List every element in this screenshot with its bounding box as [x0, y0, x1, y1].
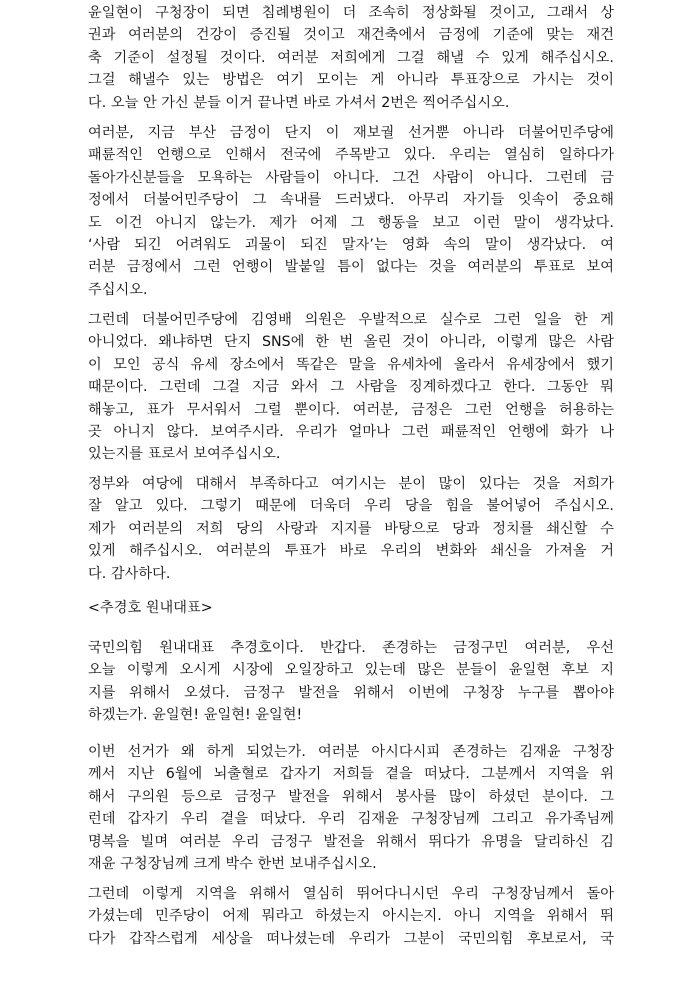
text-line: 이번 선거가 왜 하게 되었는가. 여러분 아시다시피 존경하는 김재윤 구청장 [88, 744, 614, 760]
text-line: 있게 해주십시오. 여러분의 투표가 바로 우리의 변화와 쇄신을 가져올 거 [88, 543, 614, 560]
text-line: 그런데 이렇게 지역을 위해서 열심히 뛰어다니시던 우리 구청장님께서 돌아 [88, 886, 614, 902]
text-line: 윤일현이 구청장이 되면 침례병원이 더 조속히 정상화될 것이고, 그래서 상 [88, 5, 614, 21]
paragraph-2 [88, 122, 614, 301]
text-line: 돌아가신분들을 모욕하는 사람들이 아니다. 그건 사람이 아니다. 그런데 금 [88, 169, 614, 186]
paragraph-3 [88, 309, 614, 466]
text-line: 제가 여러분의 저희 당의 사랑과 지지를 바탕으로 당과 정치를 쇄신할 수 [88, 520, 614, 537]
text-line: 그런데 더불어민주당에 김영배 의원은 우발적으로 실수로 그런 일을 한 게 [88, 312, 614, 328]
text-line: 정에서 더불어민주당이 그 속내를 드러냈다. 아무리 자기들 잇속이 중요해 [88, 192, 614, 209]
text-line: 축 기준이 설정될 것이다. 여러분 저희에게 그걸 해낼 수 있게 해주십시오. [88, 49, 614, 66]
text-line: 잘 알고 있다. 그렇기 때문에 더욱더 우리 당을 힘을 불어넣어 주십시오. [88, 498, 614, 515]
text-line: 재윤 구청장님께 크게 박수 한번 보내주십시오. [88, 856, 377, 873]
text-line: 있는지를 표로서 보여주십시오. [88, 446, 281, 463]
text-line: 해서 구의원 등으로 금정구 발전을 위해서 봉사를 많이 하셨던 분이다. 그 [88, 788, 614, 805]
paragraph-7 [88, 883, 614, 950]
text-line: 정부와 여당에 대해서 부족하다고 여기시는 분이 많이 있다는 것을 저희가 [88, 476, 614, 492]
text-line: 다. 감사하다. [88, 565, 171, 582]
text-line: 권과 여러분의 건강이 증진될 것이고 재건축에서 금정에 기준에 맞는 재건 [88, 27, 614, 44]
text-line: 도 이건 아니지 않는가. 제가 어제 그 행동을 보고 이런 말이 생각났다. [88, 214, 614, 231]
text-line: 다가 갑작스럽게 세상을 떠나셨는데 우리가 그분이 국민의힘 후보로서, 국 [88, 930, 614, 947]
text-line: 께서 지난 6월에 뇌출혈로 갑자기 저희들 곁을 떠났다. 그분께서 지역을 위 [88, 766, 614, 783]
text-line: 패륜적인 언행으로 인해서 전국에 주목받고 있다. 우리는 열심히 일하다가 [88, 147, 614, 164]
text-line: ‘사람 되긴 어려워도 괴물이 되진 말자’는 영화 속의 말이 생각났다. 여 [88, 237, 614, 254]
text-line: 여러분, 지금 부산 금정이 단지 이 재보궐 선거뿐 아니라 더불어민주당에 [88, 125, 614, 141]
text-line: 이 모인 공식 유세 장소에서 똑같은 말을 유세차에 올라서 유세장에서 했기 [88, 356, 614, 373]
speaker-heading: <추경호 원내대표> [88, 600, 213, 616]
text-line: 다. 오늘 안 가신 분들 이거 끝나면 바로 가셔서 2번은 찍어주십시오. [88, 94, 510, 111]
text-line: 가셨는데 민주당이 어제 뭐라고 하셨는지 아시는지. 아니 지역을 위해서 뛰 [88, 908, 614, 925]
paragraph-1 [88, 2, 614, 114]
text-line: 곳 아니지 않다. 보여주시라. 우리가 얼마나 그런 패륜적인 언행에 화가 나 [88, 424, 614, 441]
paragraph-6 [88, 741, 614, 875]
text-line: 런데 갑자기 우리 곁을 떠났다. 우리 김재윤 구청장님께 그리고 유가족님께 [88, 811, 614, 828]
paragraph-5 [88, 637, 614, 727]
text-line: 러분 금정에서 그런 언행이 발붙일 틈이 없다는 것을 여러분의 투표로 보여 [88, 259, 614, 276]
text-line: 오늘 이렇게 오시게 시장에 오일장하고 있는데 많은 분들이 윤일현 후보 지 [88, 662, 614, 679]
text-line: 주십시오. [88, 281, 148, 298]
text-line: 해놓고, 표가 무서워서 그럴 뿐이다. 여러분, 금정은 그런 언행을 허용하는 [88, 401, 614, 418]
section-heading [88, 597, 614, 619]
text-line: 하겠는가. 윤일현! 윤일현! 윤일현! [88, 707, 303, 724]
text-line: 때문이다. 그런데 그걸 지금 와서 그 사람을 징계하겠다고 한다. 그동안 뭐 [88, 379, 614, 396]
paragraph-4 [88, 473, 614, 585]
text-line: 국민의힘 원내대표 추경호이다. 반갑다. 존경하는 금정구민 여러분, 우선 [88, 640, 614, 656]
text-line: 그걸 해낼수 있는 방법은 여기 모이는 게 아니라 투표장으로 가시는 것이 [88, 72, 614, 89]
text-line: 지를 위해서 오셨다. 금정구 발전을 위해서 이번에 구청장 누구를 뽑아야 [88, 684, 614, 701]
text-line: 아니었다. 왜냐하면 단지 SNS에 한 번 올린 것이 아니라, 이렇게 많은 사람 [88, 334, 614, 351]
text-line: 명복을 빌며 여러분 우리 금정구 발전을 위해서 뛰다가 유명을 달리하신 김 [88, 833, 614, 850]
